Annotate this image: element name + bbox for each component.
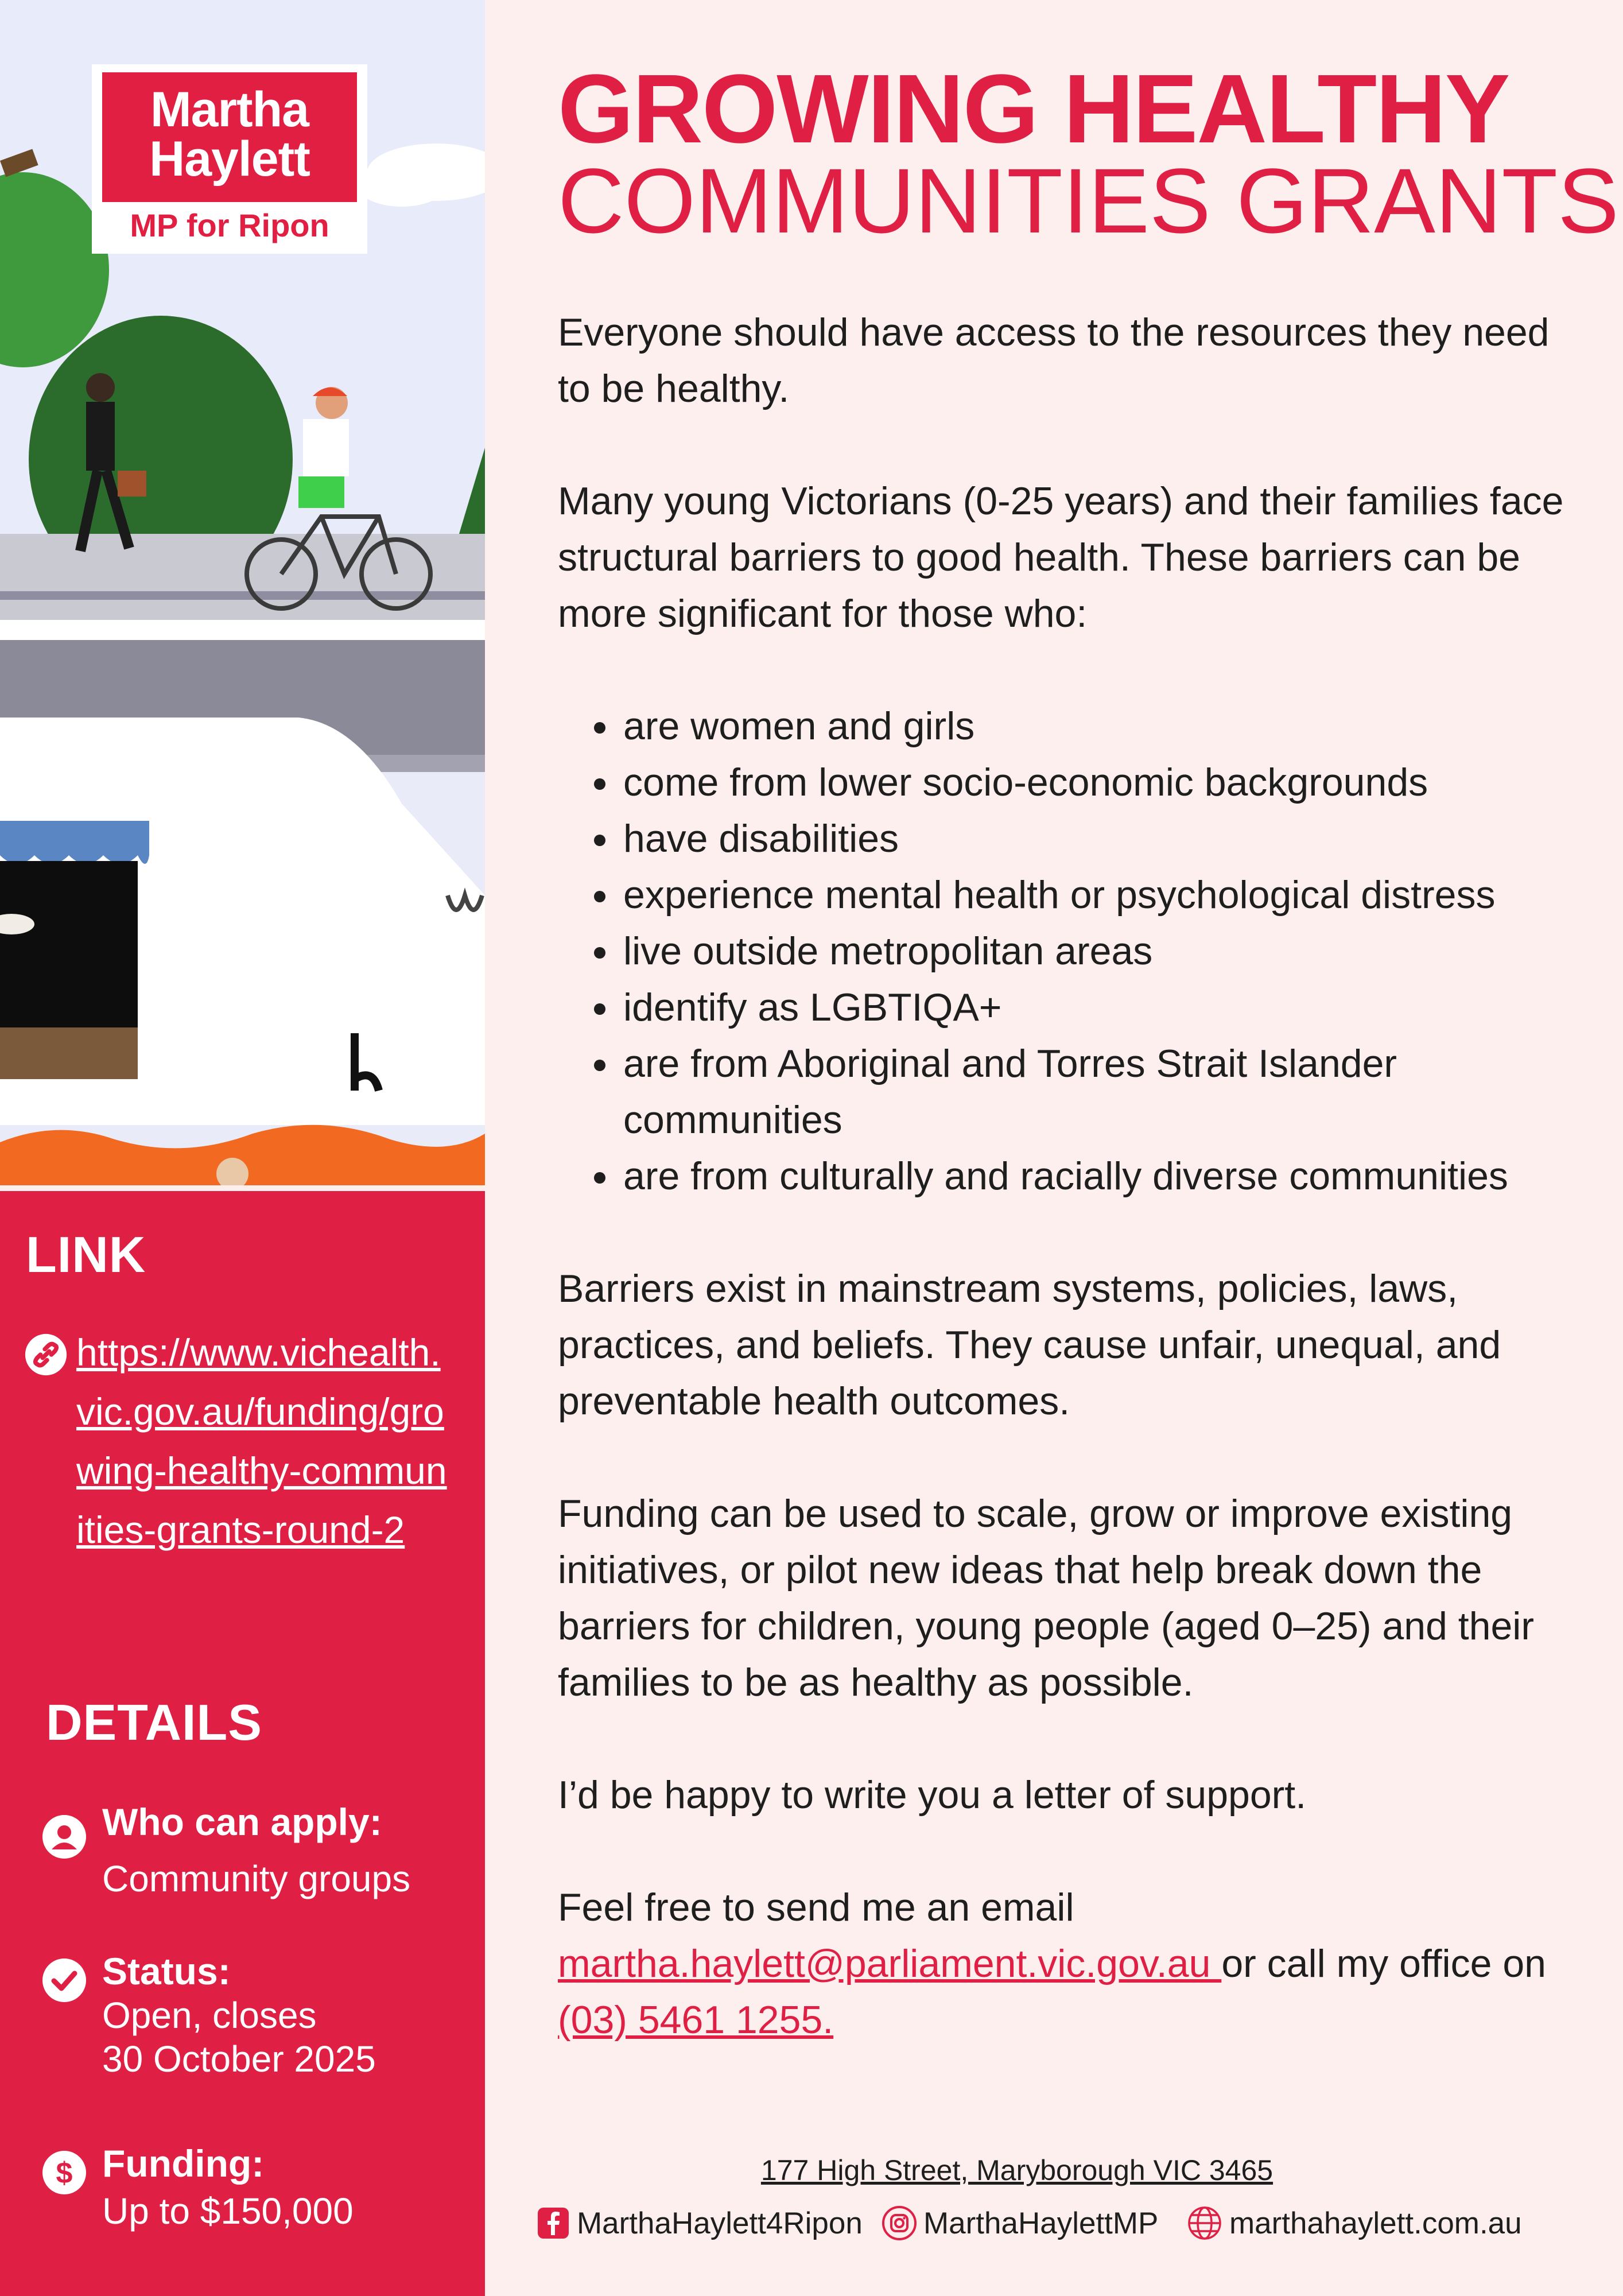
list-item: • live outside metropolitan areas (621, 923, 1591, 979)
phone-link[interactable]: (03) 5461 1255. (558, 1998, 834, 2042)
info-panel (0, 1191, 485, 2296)
status (102, 1949, 376, 2081)
barriers-exist-paragraph: Barriers exist in mainstream systems, policies, laws, practices, and beliefs. They cause unfair, unequal, and preventable health outcomes. (558, 1267, 1501, 1423)
instagram-handle[interactable] (882, 2203, 1158, 2243)
body-text (558, 304, 1591, 2104)
title-line2: COMMUNITIES GRANTS (558, 149, 1619, 252)
support-paragraph: I’d be happy to write you a letter of support. (558, 1773, 1307, 1817)
logo (92, 64, 367, 254)
barrier-list (558, 698, 1591, 1204)
email-link[interactable]: martha.haylett@parliament.vic.gov.au (558, 1942, 1222, 1985)
checkmark-icon (41, 1957, 87, 2003)
status-label: Status: (102, 1950, 231, 1992)
barriers-intro-paragraph: Many young Victorians (0-25 years) and their families face structural barriers to good health. These barriers can be more significant for those who: (558, 479, 1564, 635)
funding-paragraph: Funding can be used to scale, grow or improve existing initiatives, or pilot new ideas that help break down the barriers for children, young people (aged 0–25) and their families to be as healthy as possible. (558, 1492, 1535, 1704)
contact-middle: or call my office on (1221, 1942, 1546, 1985)
office-address: 177 High Street, Maryborough VIC 3465 (760, 2154, 1273, 2186)
grant-url-link[interactable]: https://www.vichealth.vic.gov.au/funding/growing-healthy-communities-grants-round-2 (76, 1331, 447, 1551)
who-can-apply-label: Who can apply: (102, 1801, 382, 1843)
facebook-handle[interactable] (537, 2203, 863, 2243)
link-icon (24, 1333, 68, 1376)
logo-name-line1: Martha (150, 82, 309, 137)
logo-subtitle: MP for Ripon (130, 207, 329, 243)
logo-name-block (102, 72, 357, 202)
status-value-line2: 30 October 2025 (102, 2038, 376, 2080)
funding-label: Funding: (102, 2142, 265, 2185)
website[interactable] (1187, 2203, 1522, 2243)
globe-icon (1187, 2205, 1222, 2241)
contact-paragraph (558, 1879, 1591, 2048)
list-item: • have disabilities (621, 810, 1591, 867)
list-item: • experience mental health or psychological distress (621, 867, 1591, 923)
facebook-icon (537, 2206, 570, 2240)
instagram-label: MarthaHaylettMP (923, 2206, 1159, 2240)
sidebar (0, 0, 485, 2296)
dollar-icon (41, 2150, 87, 2196)
status-value-line1: Open, closes (102, 1995, 317, 2036)
logo-name-line2: Haylett (149, 131, 310, 187)
who-can-apply (102, 1799, 410, 1901)
website-label: marthahaylett.com.au (1229, 2206, 1522, 2240)
list-item: • are women and girls (621, 698, 1591, 754)
link-heading: LINK (26, 1226, 146, 1283)
list-item: • are from Aboriginal and Torres Strait Islander communities (621, 1035, 1591, 1148)
person-icon (41, 1814, 87, 1860)
intro-paragraph: Everyone should have access to the resources they need to be healthy. (558, 311, 1550, 410)
street-illustration (0, 0, 485, 1185)
funding (102, 2141, 354, 2233)
details-heading: DETAILS (46, 1694, 262, 1751)
facebook-label: MarthaHaylett4Ripon (577, 2206, 863, 2240)
contact-prefix: Feel free to send me an email (558, 1886, 1074, 1929)
instagram-icon (882, 2206, 917, 2240)
who-can-apply-value: Community groups (102, 1858, 411, 1899)
svg-text:$: $ (56, 2157, 73, 2190)
list-item: • come from lower socio-economic backgrounds (621, 754, 1591, 810)
title-line1: GROWING HEALTHY (558, 55, 1509, 164)
list-item: • identify as LGBTIQA+ (621, 979, 1591, 1035)
list-item: • are from culturally and racially diverse communities (621, 1148, 1591, 1204)
funding-value: Up to $150,000 (102, 2190, 354, 2232)
